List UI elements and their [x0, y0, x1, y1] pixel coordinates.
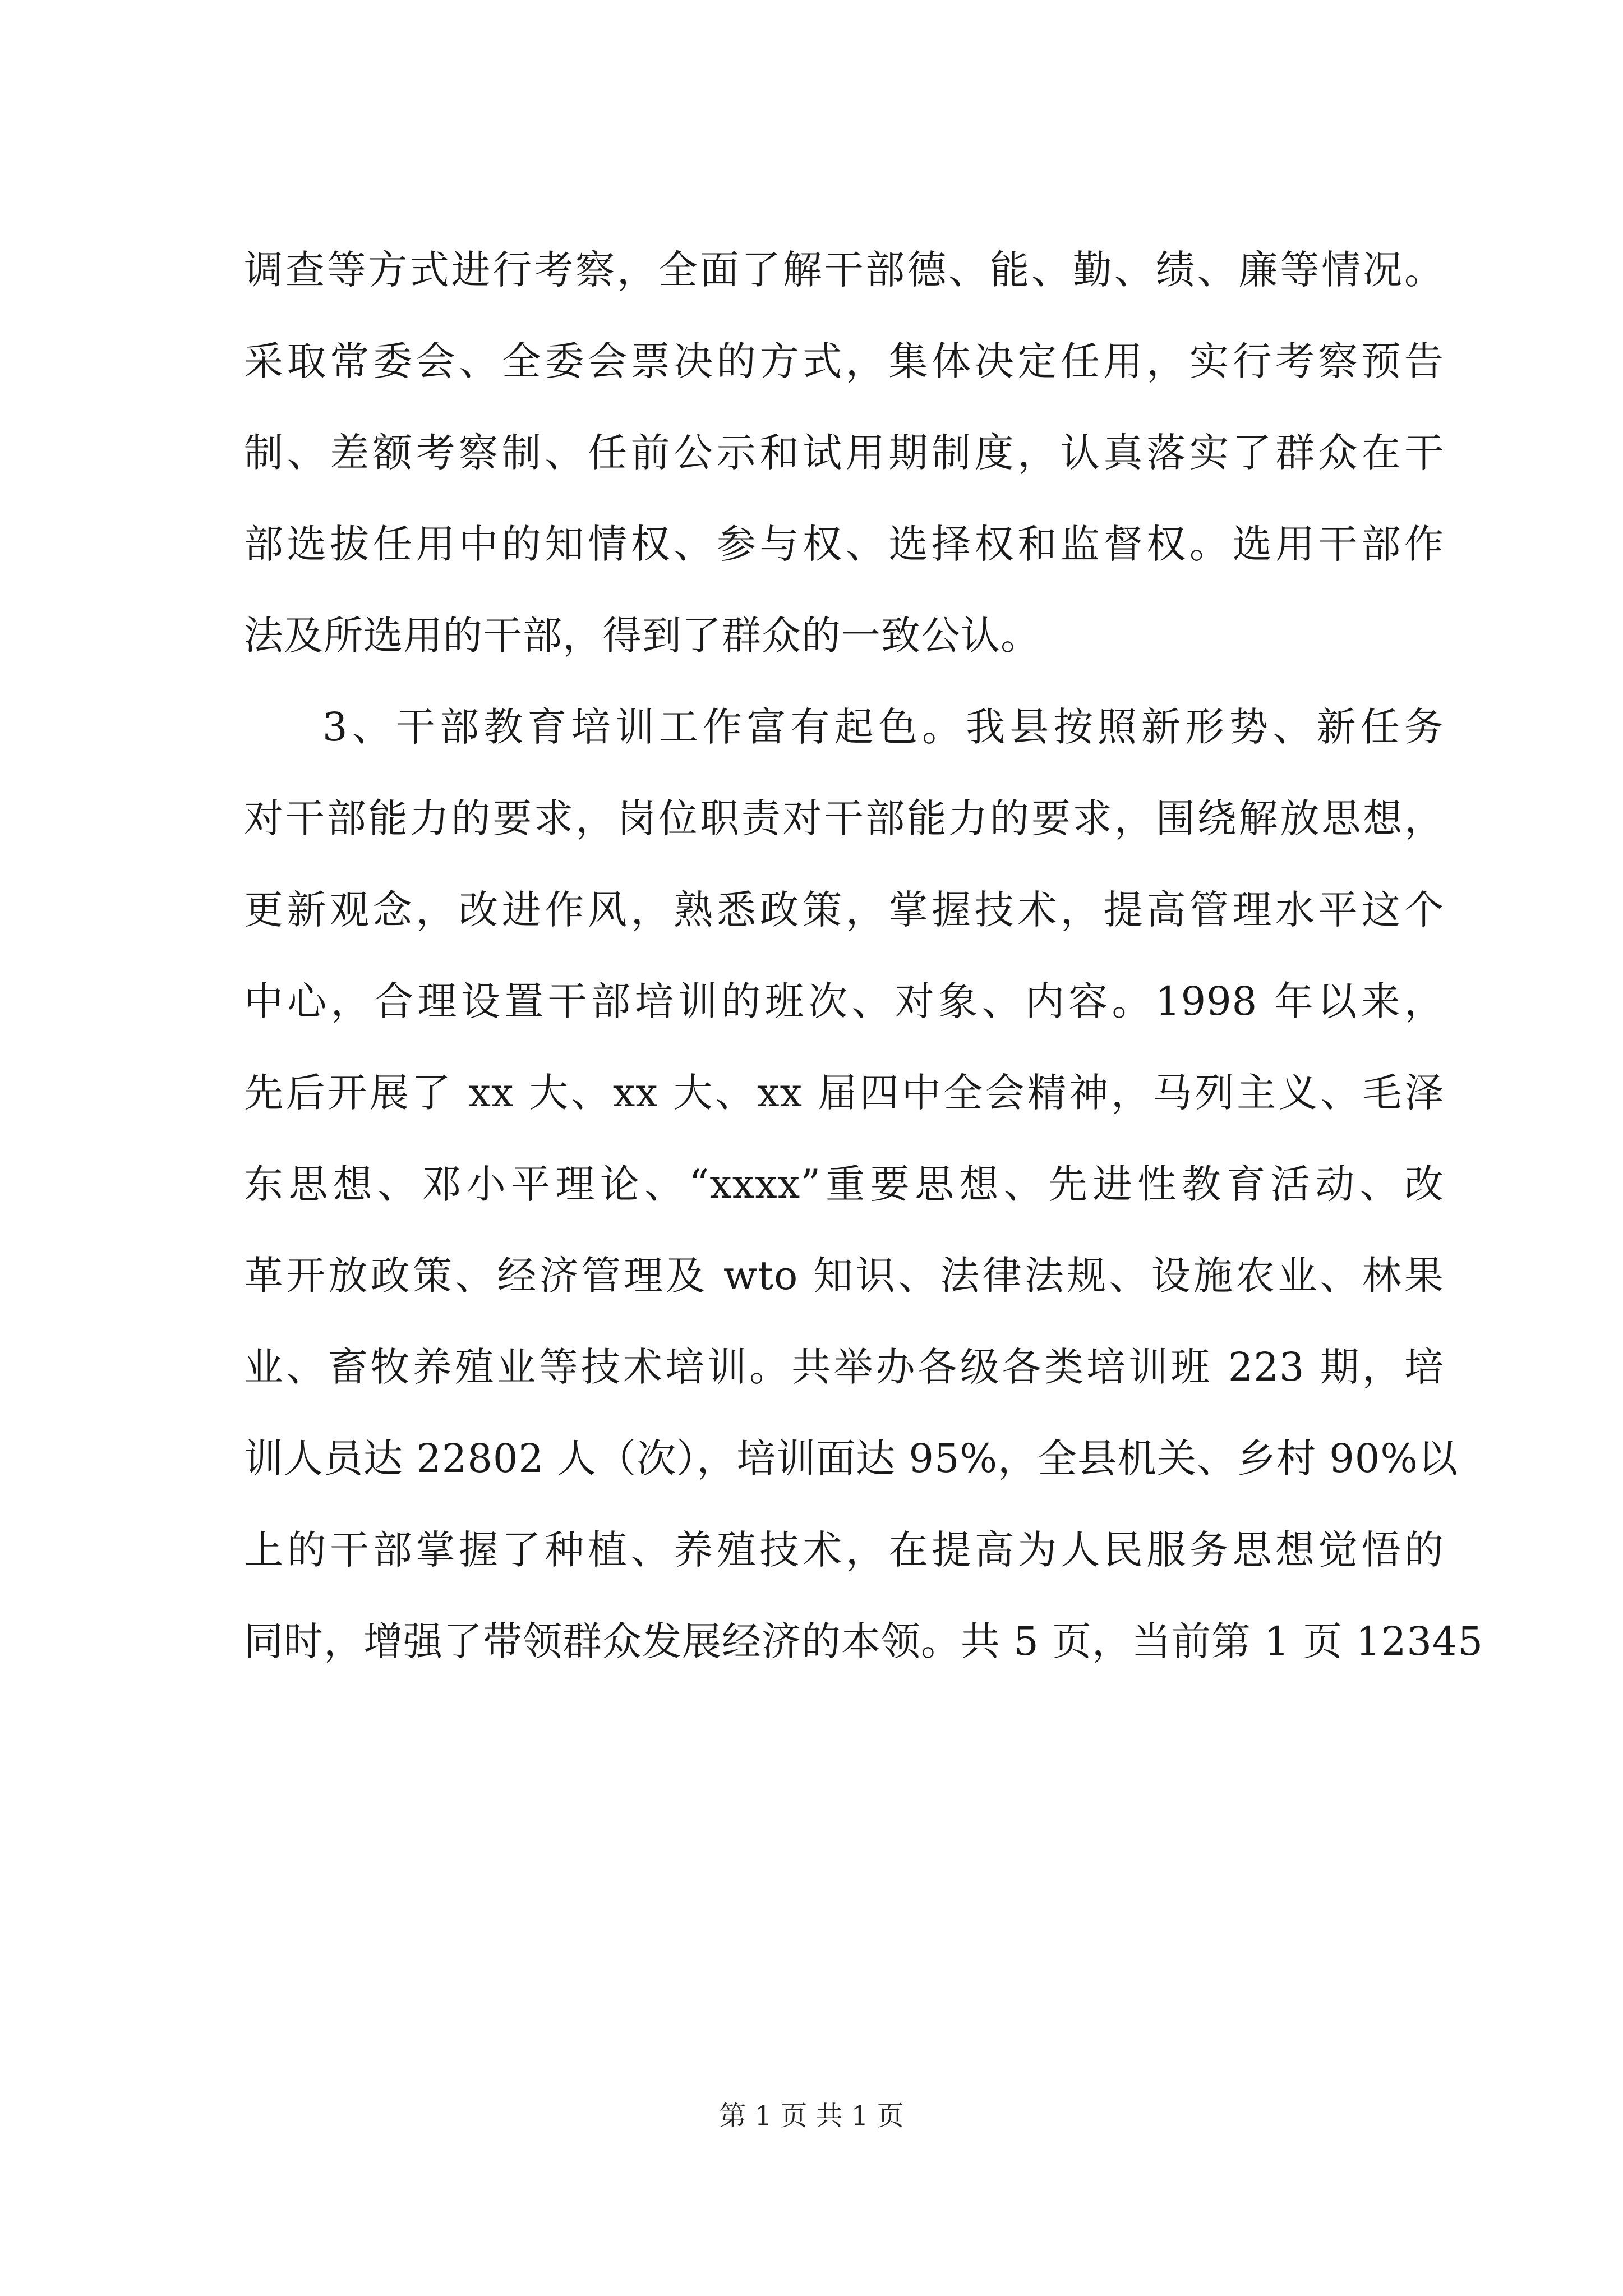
paragraph-start-line: 3、干部教育培训工作富有起色。我县按照新形势、新任务 [322, 704, 1444, 750]
body-text [244, 224, 1484, 1687]
text-line: 上的干部掌握了种植、养殖技术，在提高为人民服务思想觉悟的 [244, 1527, 1444, 1573]
text-line: 采取常委会、全委会票决的方式，集体决定任用，实行考察预告 [244, 338, 1444, 384]
text-line: 对干部能力的要求，岗位职责对干部能力的要求，围绕解放思想， [244, 795, 1444, 841]
text-line: 业、畜牧养殖业等技术培训。共举办各级各类培训班 223 期，培 [244, 1344, 1444, 1390]
text-line: 训人员达 22802 人（次），培训面达 95%，全县机关、乡村 90%以 [244, 1435, 1458, 1481]
text-line: 制、差额考察制、任前公示和试用期制度，认真落实了群众在干 [244, 430, 1444, 476]
text-line: 先后开展了 xx 大、xx 大、xx 届四中全会精神，马列主义、毛泽 [244, 1070, 1444, 1116]
text-line: 更新观念，改进作风，熟悉政策，掌握技术，提高管理水平这个 [244, 887, 1444, 933]
text-line: 东思想、邓小平理论、“xxxx”重要思想、先进性教育活动、改 [244, 1161, 1444, 1207]
text-line: 调查等方式进行考察，全面了解干部德、能、勤、绩、廉等情况。 [244, 247, 1444, 293]
text-line: 革开放政策、经济管理及 wto 知识、法律法规、设施农业、林果 [244, 1253, 1444, 1299]
text-line: 同时，增强了带领群众发展经济的本领。共 5 页，当前第 1 页 12345 [244, 1618, 1484, 1664]
page-footer: 第 1 页 共 1 页 [719, 2100, 904, 2132]
text-line: 法及所选用的干部，得到了群众的一致公认。 [244, 613, 1040, 659]
text-line: 部选拔任用中的知情权、参与权、选择权和监督权。选用干部作 [244, 521, 1444, 567]
text-line: 中心，合理设置干部培训的班次、对象、内容。1998 年以来， [244, 978, 1444, 1024]
